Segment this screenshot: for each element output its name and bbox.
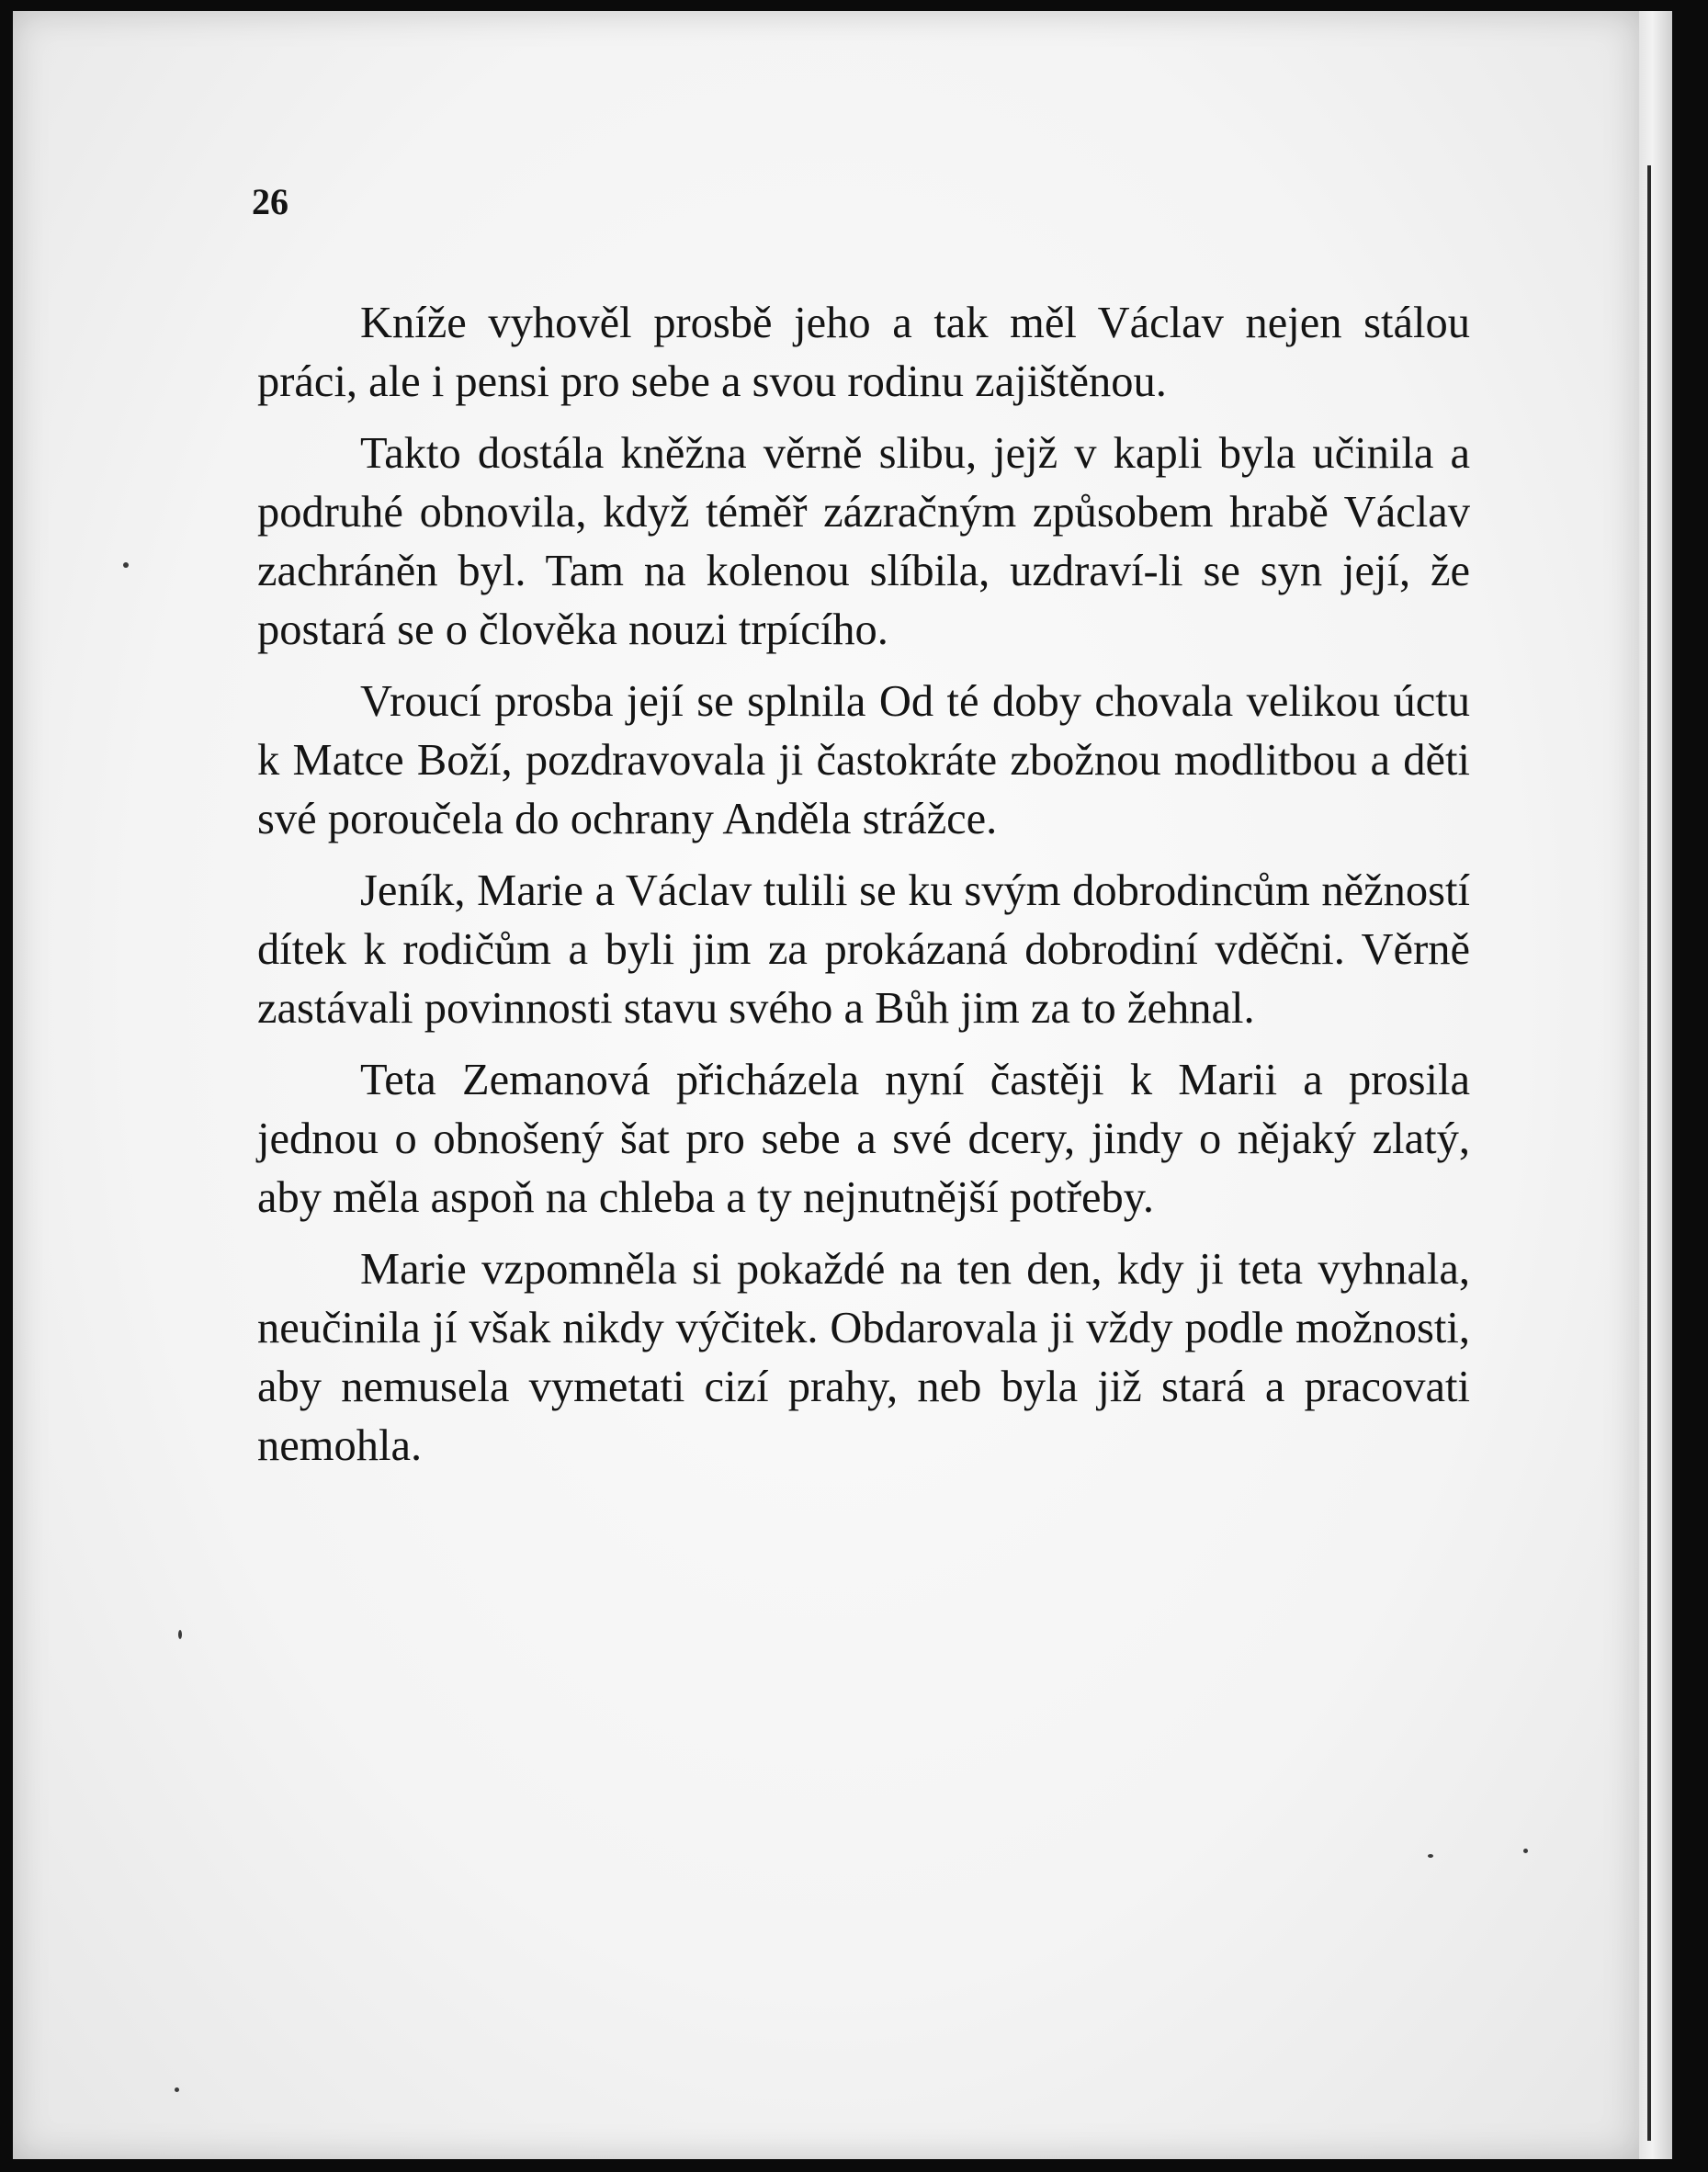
paragraph: Vroucí prosba její se splnila Od té doby chovala velikou úctu k Matce Boží, pozdravovala ji častokráte zbožnou modlitbou a děti své poroučela do ochrany Anděla strážce.: [257, 677, 1470, 843]
paragraph: Kníže vyhověl prosbě jeho a tak měl Václav nejen stálou práci, ale i pensi pro sebe a svou rodinu zajištěnou.: [257, 299, 1470, 406]
dust-speck: [178, 1630, 182, 1639]
dust-speck: [1523, 1849, 1528, 1853]
binding-line: [1647, 165, 1651, 2141]
page-number: 26: [252, 181, 288, 222]
body-text: [257, 294, 1470, 1488]
scan-border: [1672, 0, 1708, 2172]
dust-speck: [175, 2087, 179, 2092]
page-edge: [1639, 11, 1672, 2159]
paragraph: Takto dostála kněžna věrně slibu, jejž v kapli byla učinila a podruhé obnovila, když téměř zázračným způsobem hrabě Václav zachráněn byl. Tam na kolenou slíbila, uzdraví-li se syn její, že postará se o člověka nouzi trpícího.: [257, 429, 1470, 654]
paragraph: Marie vzpomněla si pokaždé na ten den, kdy ji teta vyhnala, neučinila jí však nikdy výčitek. Obdarovala ji vždy podle možnosti, aby nemusela vymetati cizí prahy, neb byla již stará a pracovati nemohla.: [257, 1245, 1470, 1470]
paragraph: Teta Zemanová přicházela nyní častěji k Marii a prosila jednou o obnošený šat pro sebe a své dcery, jindy o nějaký zlatý, aby měla aspoň na chleba a ty nejnutnější potřeby.: [257, 1056, 1470, 1222]
dust-speck: [123, 562, 129, 568]
dust-speck: [1428, 1854, 1433, 1858]
paragraph: Jeník, Marie a Václav tulili se ku svým dobrodincům něžností dítek k rodičům a byli jim za prokázaná dobrodiní vděčni. Věrně zastávali povinnosti stavu svého a Bůh jim za to žehnal.: [257, 866, 1470, 1033]
